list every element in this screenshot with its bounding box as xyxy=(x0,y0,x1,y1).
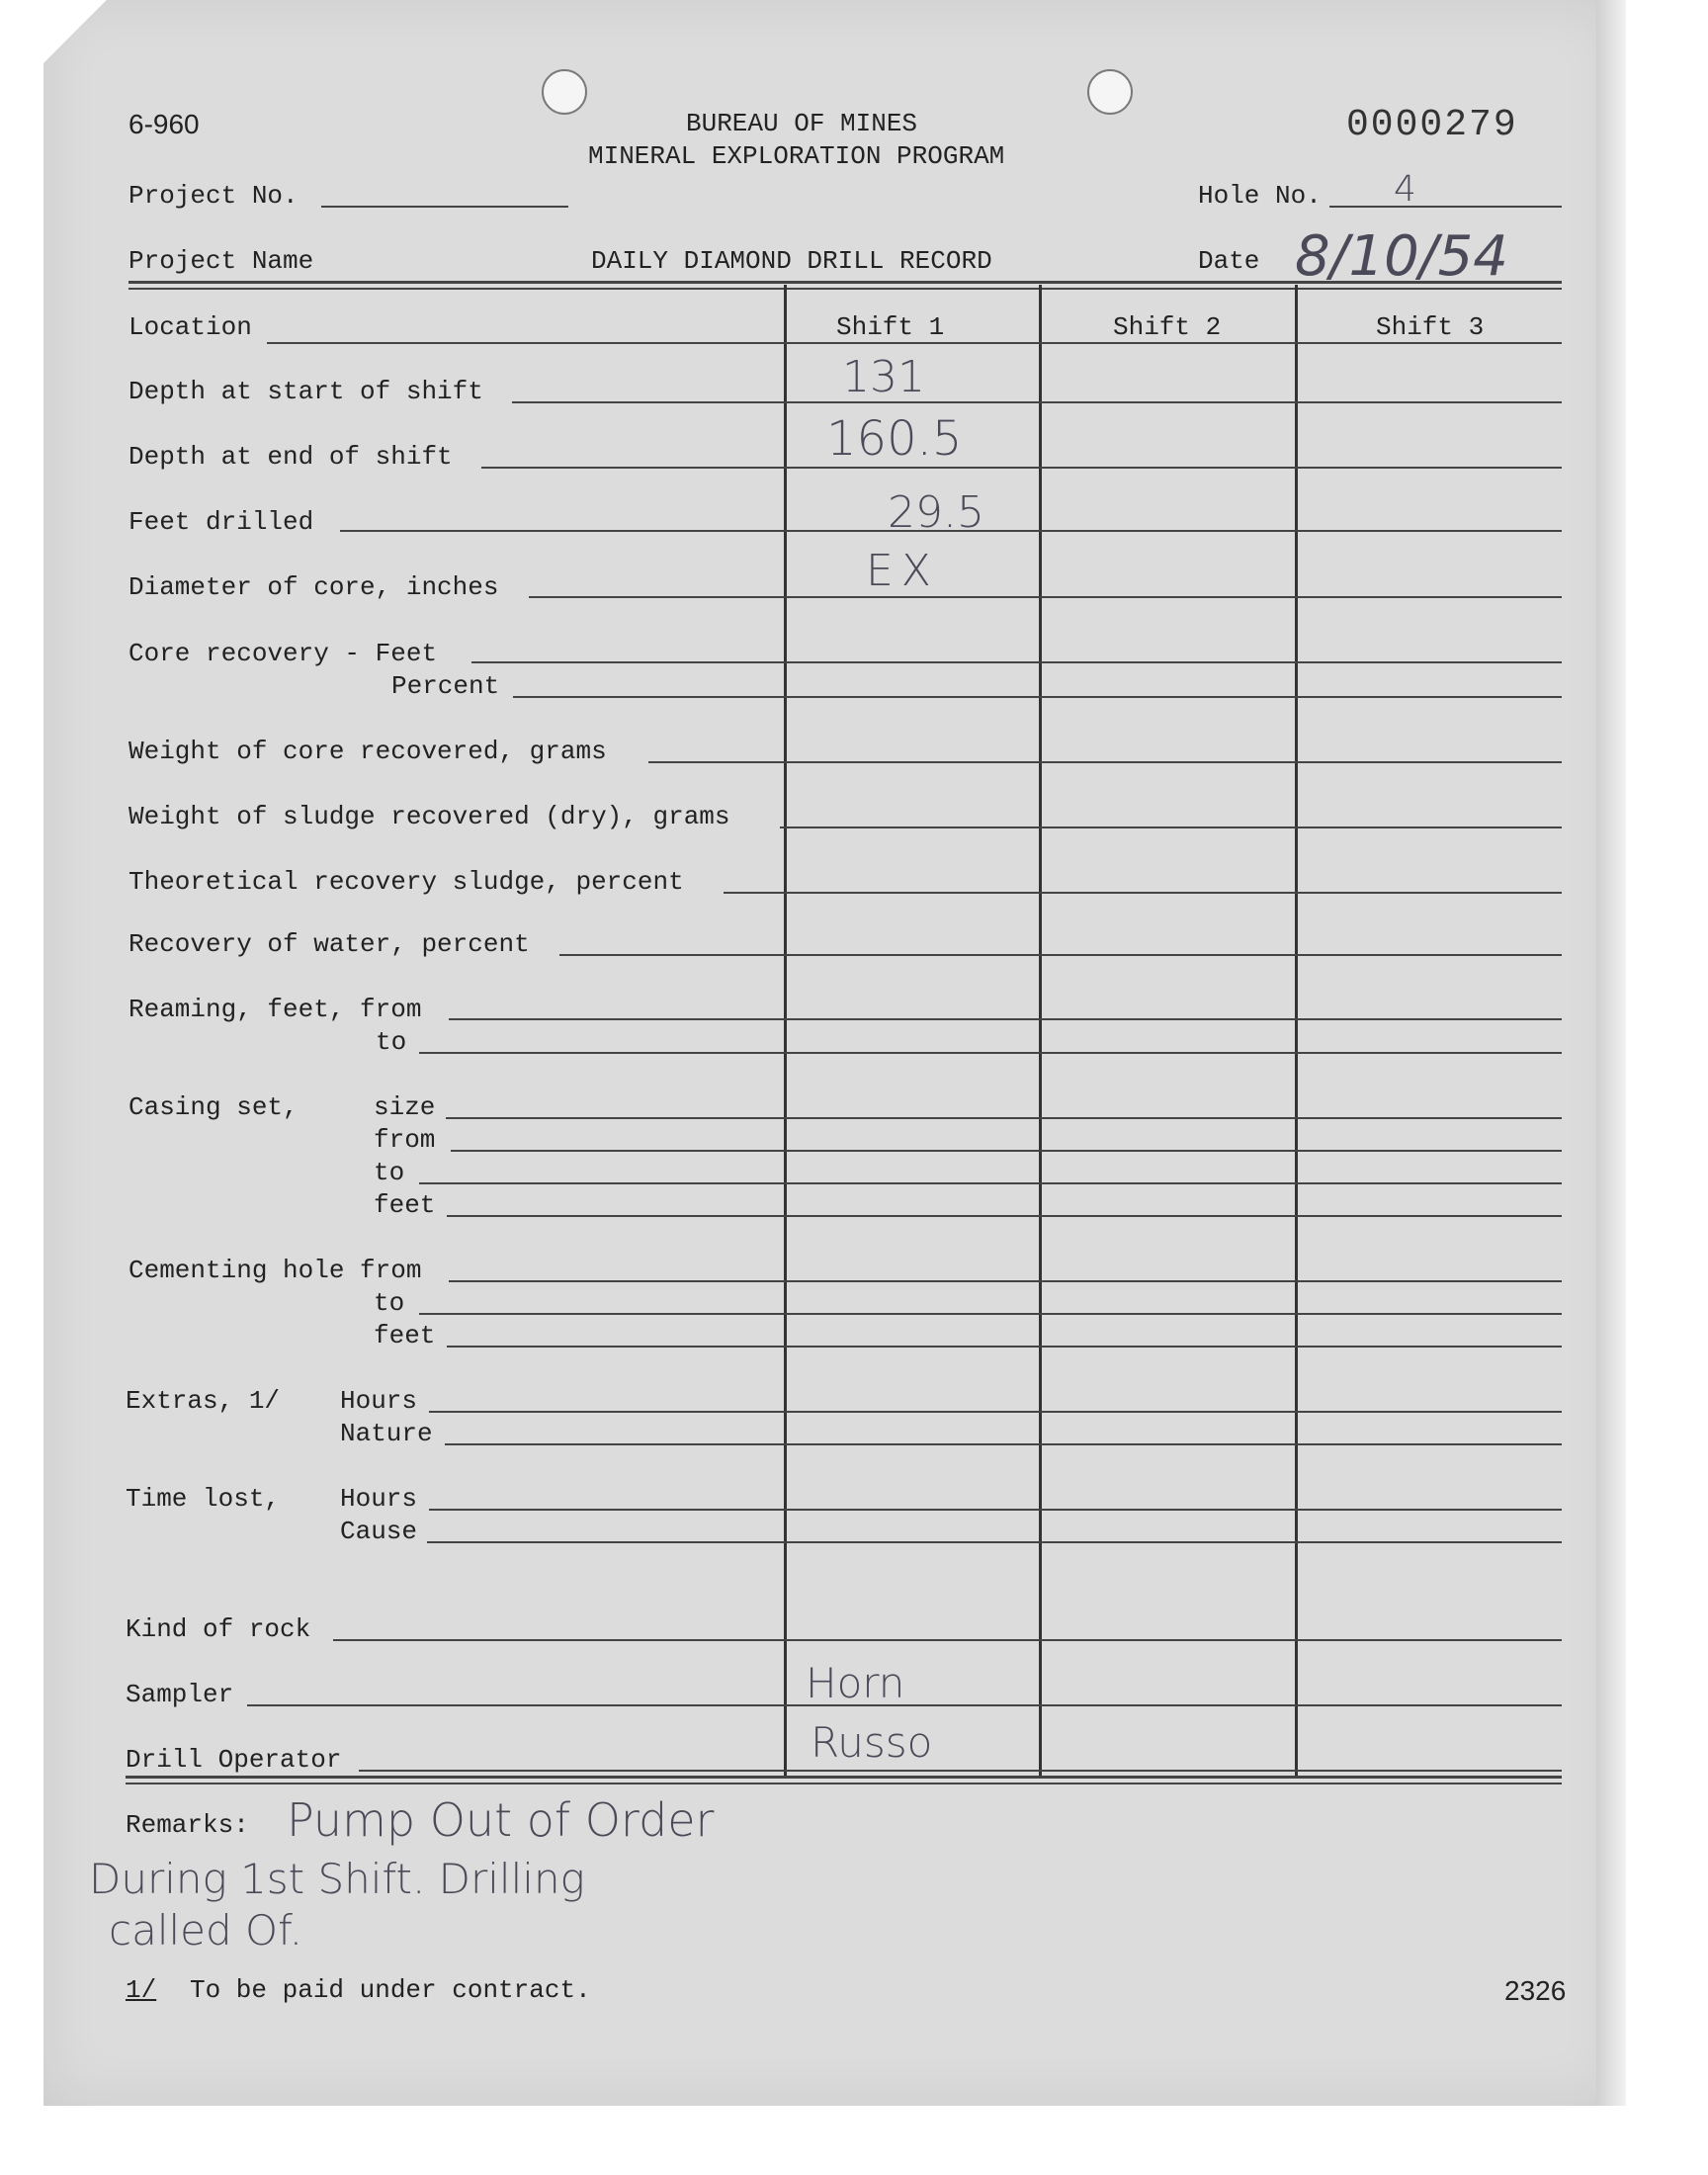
col-shift3: Shift 3 xyxy=(1376,312,1485,342)
row-line xyxy=(419,1313,1562,1315)
document-number: 0000279 xyxy=(1346,104,1518,146)
casing-size-label: size xyxy=(374,1092,436,1122)
row-line xyxy=(449,1018,1562,1020)
depth-start-label: Depth at start of shift xyxy=(128,377,483,406)
row-line xyxy=(247,1704,1562,1706)
remarks-label: Remarks: xyxy=(126,1810,249,1840)
divider-shift2-shift3 xyxy=(1295,285,1298,1778)
program-title: MINERAL EXPLORATION PROGRAM xyxy=(588,141,1005,171)
weight-sludge-label: Weight of sludge recovered (dry), grams xyxy=(128,802,730,831)
time-lost-hours-label: Hours xyxy=(340,1484,418,1514)
header-rule-top xyxy=(128,281,1562,284)
row-line xyxy=(529,596,1562,598)
date-label: Date xyxy=(1198,246,1260,276)
date-value: 8/10/54 xyxy=(1295,224,1508,289)
cementing-label: Cementing hole from xyxy=(128,1256,422,1285)
agency-title: BUREAU OF MINES xyxy=(686,109,918,138)
row-line xyxy=(447,1346,1562,1348)
row-line xyxy=(429,1411,1562,1413)
kind-rock-label: Kind of rock xyxy=(126,1614,311,1644)
extras-nature-label: Nature xyxy=(340,1419,433,1448)
depth-end-label: Depth at end of shift xyxy=(128,442,453,472)
form-title: DAILY DIAMOND DRILL RECORD xyxy=(591,246,992,276)
casing-from-label: from xyxy=(374,1125,436,1155)
row-line xyxy=(451,1150,1562,1152)
cementing-feet-label: feet xyxy=(374,1321,436,1350)
casing-label: Casing set, xyxy=(128,1092,299,1122)
extras-label: Extras, 1/ xyxy=(126,1386,281,1416)
remarks-line-3: called Of. xyxy=(109,1906,303,1955)
form-code: 6-960 xyxy=(128,109,200,139)
footer-rule-bottom xyxy=(126,1783,1562,1784)
drill-operator-label: Drill Operator xyxy=(126,1745,342,1775)
row-line xyxy=(648,761,1562,763)
hole-no-field xyxy=(1329,206,1562,208)
reaming-label: Reaming, feet, from xyxy=(128,995,422,1024)
row-line xyxy=(267,342,1562,344)
row-line xyxy=(419,1182,1562,1184)
feet-drilled-label: Feet drilled xyxy=(128,507,314,537)
row-line xyxy=(724,892,1562,894)
row-line xyxy=(445,1443,1562,1445)
project-no-label: Project No. xyxy=(128,181,299,211)
casing-to-label: to xyxy=(374,1158,405,1187)
footnote-mark: 1/ xyxy=(126,1975,157,2005)
remarks-line-2: During 1st Shift. Drilling xyxy=(89,1855,585,1903)
row-line xyxy=(419,1052,1562,1054)
hole-no-value: 4 xyxy=(1394,169,1416,210)
row-line xyxy=(780,826,1562,828)
diameter-shift1: EX xyxy=(866,546,939,596)
percent-label: Percent xyxy=(391,671,500,701)
row-line xyxy=(429,1509,1562,1511)
extras-hours-label: Hours xyxy=(340,1386,418,1416)
row-line xyxy=(481,467,1562,469)
depth-start-shift1: 131 xyxy=(842,352,925,402)
row-line xyxy=(449,1280,1562,1282)
footnote-text: To be paid under contract. xyxy=(190,1975,591,2005)
drill-operator-shift1: Russo xyxy=(811,1718,933,1767)
punch-hole-right xyxy=(1087,69,1133,115)
location-label: Location xyxy=(128,312,252,342)
project-no-field xyxy=(321,206,568,208)
theoretical-label: Theoretical recovery sludge, percent xyxy=(128,867,684,897)
row-line xyxy=(471,661,1562,663)
sampler-label: Sampler xyxy=(126,1680,234,1709)
divider-label-shift1 xyxy=(784,285,787,1778)
cementing-to-label: to xyxy=(374,1288,405,1318)
core-recovery-label: Core recovery - Feet xyxy=(128,639,438,668)
paper-edge xyxy=(1596,0,1626,2106)
page-number: 2326 xyxy=(1504,1975,1567,2006)
project-name-label: Project Name xyxy=(128,246,314,276)
remarks-line-1: Pump Out of Order xyxy=(287,1793,715,1847)
casing-feet-label: feet xyxy=(374,1190,436,1220)
diameter-label: Diameter of core, inches xyxy=(128,572,499,602)
row-line xyxy=(333,1639,1562,1641)
reaming-to-label: to xyxy=(376,1027,407,1057)
row-line xyxy=(559,954,1562,956)
header-rule-bottom xyxy=(128,288,1562,290)
depth-end-shift1: 160.5 xyxy=(826,411,963,467)
water-label: Recovery of water, percent xyxy=(128,929,530,959)
row-line xyxy=(446,1117,1562,1119)
weight-core-label: Weight of core recovered, grams xyxy=(128,737,607,766)
row-line xyxy=(359,1770,1562,1772)
divider-shift1-shift2 xyxy=(1039,285,1042,1778)
footer-rule-top xyxy=(126,1776,1562,1779)
row-line xyxy=(427,1541,1562,1543)
feet-drilled-shift1: 29.5 xyxy=(888,487,984,538)
punch-hole-left xyxy=(542,69,587,115)
row-line xyxy=(513,696,1562,698)
sampler-shift1: Horn xyxy=(806,1659,905,1707)
time-lost-cause-label: Cause xyxy=(340,1517,418,1546)
row-line xyxy=(512,401,1562,403)
row-line xyxy=(447,1215,1562,1217)
hole-no-label: Hole No. xyxy=(1198,181,1322,211)
time-lost-label: Time lost, xyxy=(126,1484,281,1514)
col-shift2: Shift 2 xyxy=(1113,312,1222,342)
col-shift1: Shift 1 xyxy=(836,312,945,342)
